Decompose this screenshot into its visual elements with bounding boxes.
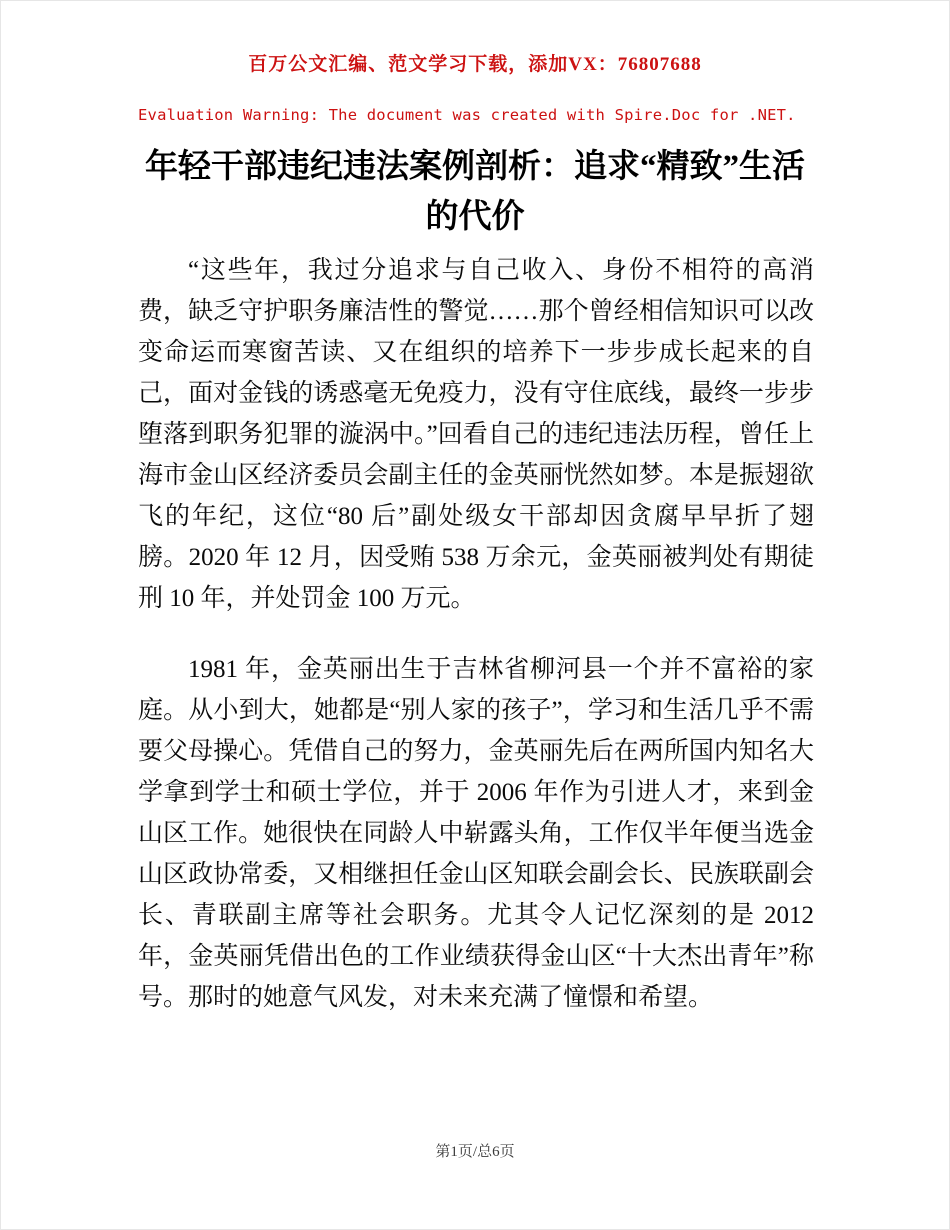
paragraph: 1981 年，金英丽出生于吉林省柳河县一个并不富裕的家庭。从小到大，她都是“别人家的孩子”，学习和生活几乎不需要父母操心。凭借自己的努力，金英丽先后在两所国内知名大学拿到学士和硕士学位，并于 2006 年作为引进人才，来到金山区工作。她很快在同龄人中崭露头角，工作仅半年便当选金山区政协常委，又相继担任金山区知联会副会长、民族联副会长、青联副主席等社会职务。尤其令人记忆深刻的是 2012 年，金英丽凭借出色的工作业绩获得金山区“十大杰出青年”称号。那时的她意气风发，对未来充满了憧憬和希望。 xyxy=(138,656,814,1011)
promo-notice: 百万公文汇编、范文学习下载，添加VX：76807688 xyxy=(248,54,702,75)
evaluation-warning: Evaluation Warning: The document was created with Spire.Doc for .NET. xyxy=(138,106,796,124)
page-number: 第1页/总6页 xyxy=(435,1144,515,1160)
document-body xyxy=(138,250,814,1018)
paragraph: “这些年，我过分追求与自己收入、身份不相符的高消费，缺乏守护职务廉洁性的警觉……那个曾经相信知识可以改变命运而寒窗苦读、又在组织的培养下一步步成长起来的自己，面对金钱的诱惑毫无免疫力，没有守住底线，最终一步步堕落到职务犯罪的漩涡中。”回看自己的违纪违法历程，曾任上海市金山区经济委员会副主任的金英丽恍然如梦。本是振翅欲飞的年纪，这位“80 后”副处级女干部却因贪腐早早折了翅膀。2020 年 12 月，因受贿 538 万余元，金英丽被判处有期徒刑 10 年，并处罚金 100 万元。 xyxy=(138,257,814,612)
document-title: 年轻干部违纪违法案例剖析：追求“精致”生活的代价 xyxy=(145,149,805,235)
